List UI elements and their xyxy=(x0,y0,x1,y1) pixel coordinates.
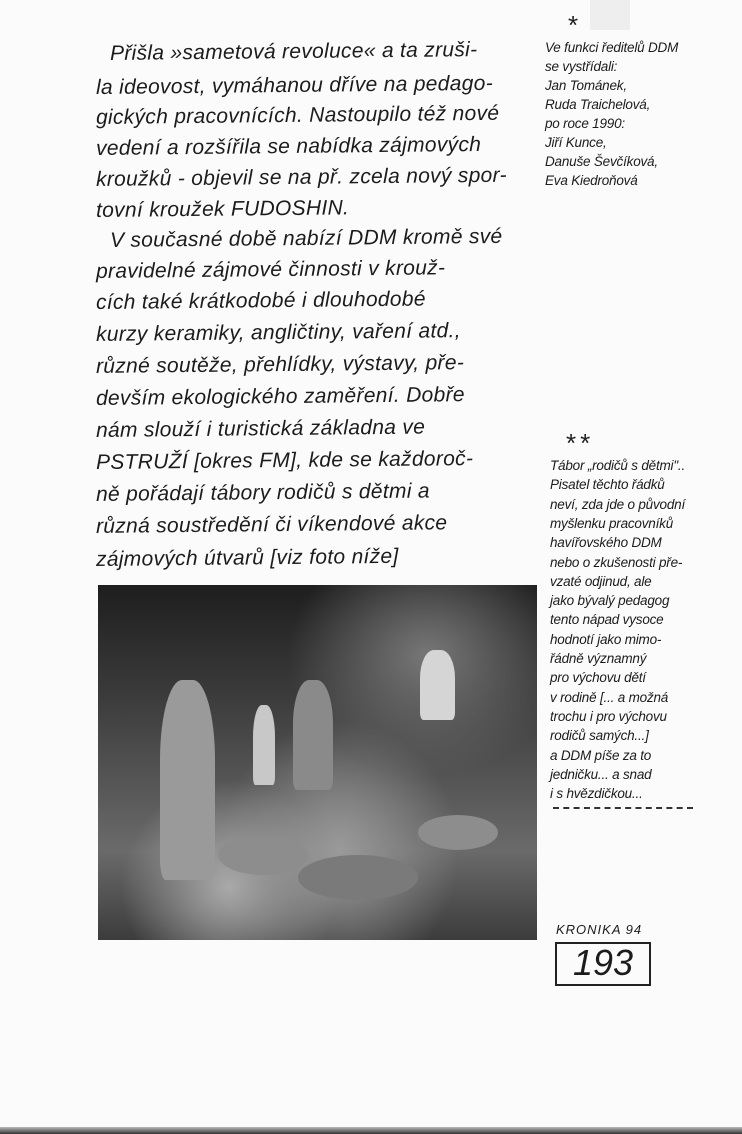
note-line: Eva Kiedroňová xyxy=(545,173,638,188)
person-figure xyxy=(293,680,333,790)
note-line: pro výchovu dětí xyxy=(550,670,646,686)
text-line: cích také krátkodobé i dlouhodobé xyxy=(95,287,426,314)
note-line: Tábor „rodičů s dětmi".. xyxy=(550,458,686,473)
note-line: Jiří Kunce, xyxy=(545,135,607,150)
chronicle-label: KRONIKA 94 xyxy=(556,922,643,937)
note-line: hodnotí jako mimo- xyxy=(550,631,662,647)
scan-shadow xyxy=(590,0,630,30)
note-line: a DDM píše za to xyxy=(550,747,652,763)
note-line: tento nápad vysoce xyxy=(550,612,664,628)
asterisk-marker: * xyxy=(568,10,579,40)
text-line: devším ekologického zaměření. Dobře xyxy=(95,383,465,410)
text-line: kroužků - objevil se na př. zcela nový spor- xyxy=(95,163,507,191)
scan-edge xyxy=(0,1127,742,1134)
note-line: havířovského DDM xyxy=(550,535,662,551)
note-line: neví, zda jde o původní xyxy=(550,496,686,512)
page-number-box xyxy=(555,942,651,986)
text-line: zájmových útvarů [viz foto níže] xyxy=(95,544,399,571)
note-line: řádně významný xyxy=(550,651,647,666)
dashed-underline xyxy=(553,807,693,809)
text-line: gických pracovnících. Nastoupilo též nové xyxy=(95,101,500,129)
note-line: rodičů samých...] xyxy=(550,728,649,744)
person-figure xyxy=(420,650,455,720)
note-line: Ve funkci ředitelů DDM xyxy=(545,40,679,55)
note-line: jako bývalý pedagog xyxy=(550,593,670,609)
photo-camp-stream xyxy=(98,585,537,940)
double-asterisk-marker: ** xyxy=(566,428,595,458)
text-line: la ideovost, vymáhanou dříve na pedago- xyxy=(95,71,494,99)
text-line: různé soutěže, přehlídky, výstavy, pře- xyxy=(95,351,465,378)
note-line: Ruda Traichelová, xyxy=(545,97,651,112)
note-line: se vystřídali: xyxy=(545,59,618,74)
text-line: Přišla »sametová revoluce« a ta zruši- xyxy=(109,38,478,65)
text-line: ně pořádají tábory rodičů s dětmi a xyxy=(95,479,430,506)
text-line: různá soustředění či víkendové akce xyxy=(95,511,448,538)
note-line: po roce 1990: xyxy=(545,116,625,131)
page-number: 193 xyxy=(572,942,634,983)
text-line: PSTRUŽÍ [okres FM], kde se každoroč- xyxy=(95,447,474,474)
note-line: v rodině [... a možná xyxy=(550,689,669,705)
note-line: jedničku... a snad xyxy=(550,766,652,782)
person-figure xyxy=(160,680,215,880)
note-line: vzaté odjinud, ale xyxy=(550,573,652,589)
text-line: nám slouží i turistická základna ve xyxy=(95,415,426,442)
note-line: Jan Tománek, xyxy=(545,78,627,93)
text-line: vedení a rozšířila se nabídka zájmových xyxy=(95,132,482,160)
note-line: i s hvězdičkou... xyxy=(550,786,643,802)
text-line: pravidelné zájmové činnosti v krouž- xyxy=(95,256,446,283)
text-line: kurzy keramiky, angličtiny, vaření atd., xyxy=(95,319,461,346)
note-line: Danuše Ševčíková, xyxy=(545,154,658,169)
note-line: nebo o zkušenosti pře- xyxy=(550,554,683,570)
note-line: Pisatel těchto řádků xyxy=(550,477,665,493)
note-line: trochu i pro výchovu xyxy=(550,708,667,724)
text-line: V současné době nabízí DDM kromě své xyxy=(109,224,503,252)
note-line: myšlenku pracovníků xyxy=(550,515,674,531)
child-figure xyxy=(253,705,275,785)
text-line: tovní kroužek FUDOSHIN. xyxy=(95,196,350,222)
